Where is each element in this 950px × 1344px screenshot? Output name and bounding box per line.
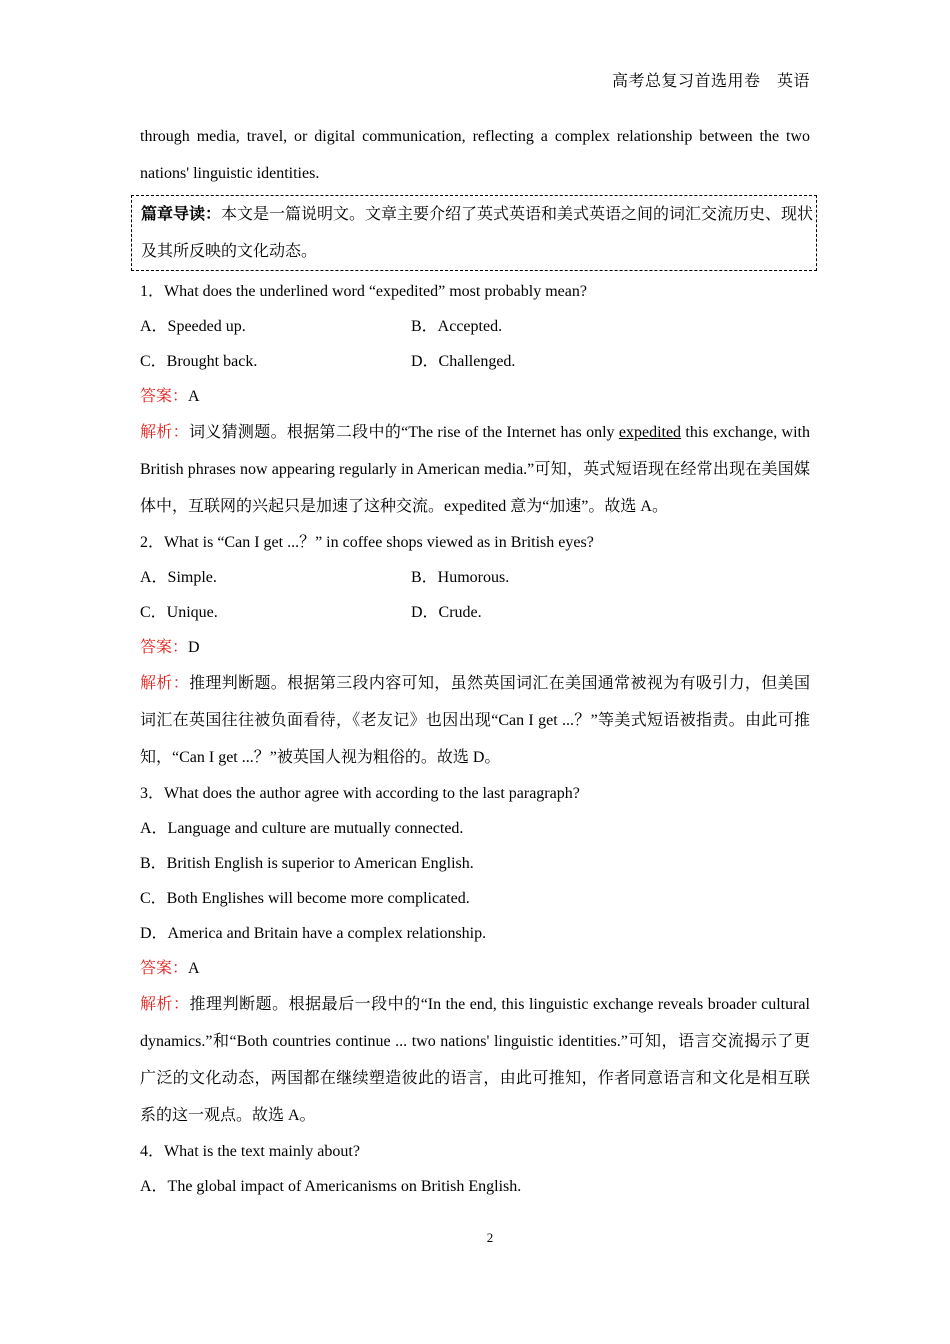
document-body: [140, 118, 814, 1204]
answer-value: D: [188, 639, 200, 656]
q2-answer: [140, 630, 810, 665]
q3-answer: [140, 951, 810, 986]
q3-option-a: A．Language and culture are mutually connected.: [140, 820, 464, 837]
analysis-text: 推理判断题。根据最后一段中的“In the end, this linguistic exchange reveals broader cultural dynamics.”和“Both countries continue ... two nations' linguistic identities.”可知，语言交流揭示了更广泛的文化动态，两国都在继续塑造彼此的语言，由此可推知，作者同意语言和文化是相互联系的这一观点。故选 A。: [140, 996, 810, 1124]
q1-option-d: D．Challenged.: [411, 353, 516, 370]
analysis-text: this exchange, with British phrases now appearing regularly in American media.”可知，英式短语现在经常出现在美国媒体中，互联网的兴起只是加速了这种交流。expedited 意为“加速”。故选 A。: [140, 424, 810, 515]
q3-analysis: [140, 986, 810, 1134]
q2-option-a: A．Simple.: [140, 569, 217, 586]
chapter-guide-box: [131, 195, 817, 271]
q2-analysis: [140, 665, 810, 776]
q1-answer: [140, 379, 810, 414]
answer-label: 答案：: [140, 388, 189, 405]
q1-option-b: B．Accepted.: [411, 318, 503, 335]
analysis-label: 解析：: [140, 424, 189, 441]
analysis-text: 词义猜测题。根据第二段中的“The rise of the Internet has only: [188, 424, 619, 441]
page-header: 高考总复习首选用卷 英语: [611, 73, 810, 90]
q4-option-a: A．The global impact of Americanisms on British English.: [140, 1178, 522, 1195]
guide-text: 本文是一篇说明文。文章主要介绍了英式英语和美式英语之间的词汇交流历史、现状及其所反映的文化动态。: [141, 206, 814, 260]
guide-label: 篇章导读：: [141, 206, 222, 223]
question-2-stem: 2．What is “Can I get ...？” in coffee shops viewed as in British eyes?: [140, 534, 594, 551]
analysis-label: 解析：: [140, 675, 190, 692]
analysis-text: 推理判断题。根据第三段内容可知，虽然英国词汇在美国通常被视为有吸引力，但美国词汇在英国往往被负面看待，《老友记》也因出现“Can I get ...？”等美式短语被指责。由此可推知，“Can I get ...？”被英国人视为粗俗的。故选 D。: [140, 675, 810, 766]
q1-option-a: A．Speeded up.: [140, 318, 246, 335]
answer-value: A: [188, 960, 200, 977]
question-4-stem: 4．What is the text mainly about?: [140, 1143, 360, 1160]
page-number: 2: [486, 1230, 494, 1245]
answer-label: 答案：: [140, 960, 189, 977]
q2-option-c: C．Unique.: [140, 604, 218, 621]
q1-analysis: [140, 414, 810, 525]
analysis-label: 解析：: [140, 996, 190, 1013]
q2-option-b: B．Humorous.: [411, 569, 510, 586]
answer-label: 答案：: [140, 639, 189, 656]
underlined-word: expedited: [618, 424, 682, 441]
q2-option-d: D．Crude.: [411, 604, 482, 621]
q1-option-c: C．Brought back.: [140, 353, 258, 370]
q3-option-b: B．British English is superior to American English.: [140, 855, 474, 872]
q3-option-d: D．America and Britain have a complex relationship.: [140, 925, 487, 942]
intro-continued: through media, travel, or digital communication, reflecting a complex relationship between the two nations' linguistic identities.: [140, 128, 810, 182]
question-1-stem: 1．What does the underlined word “expedited” most probably mean?: [140, 283, 587, 300]
q3-option-c: C．Both Englishes will become more complicated.: [140, 890, 470, 907]
question-3-stem: 3．What does the author agree with according to the last paragraph?: [140, 785, 580, 802]
answer-value: A: [188, 388, 200, 405]
